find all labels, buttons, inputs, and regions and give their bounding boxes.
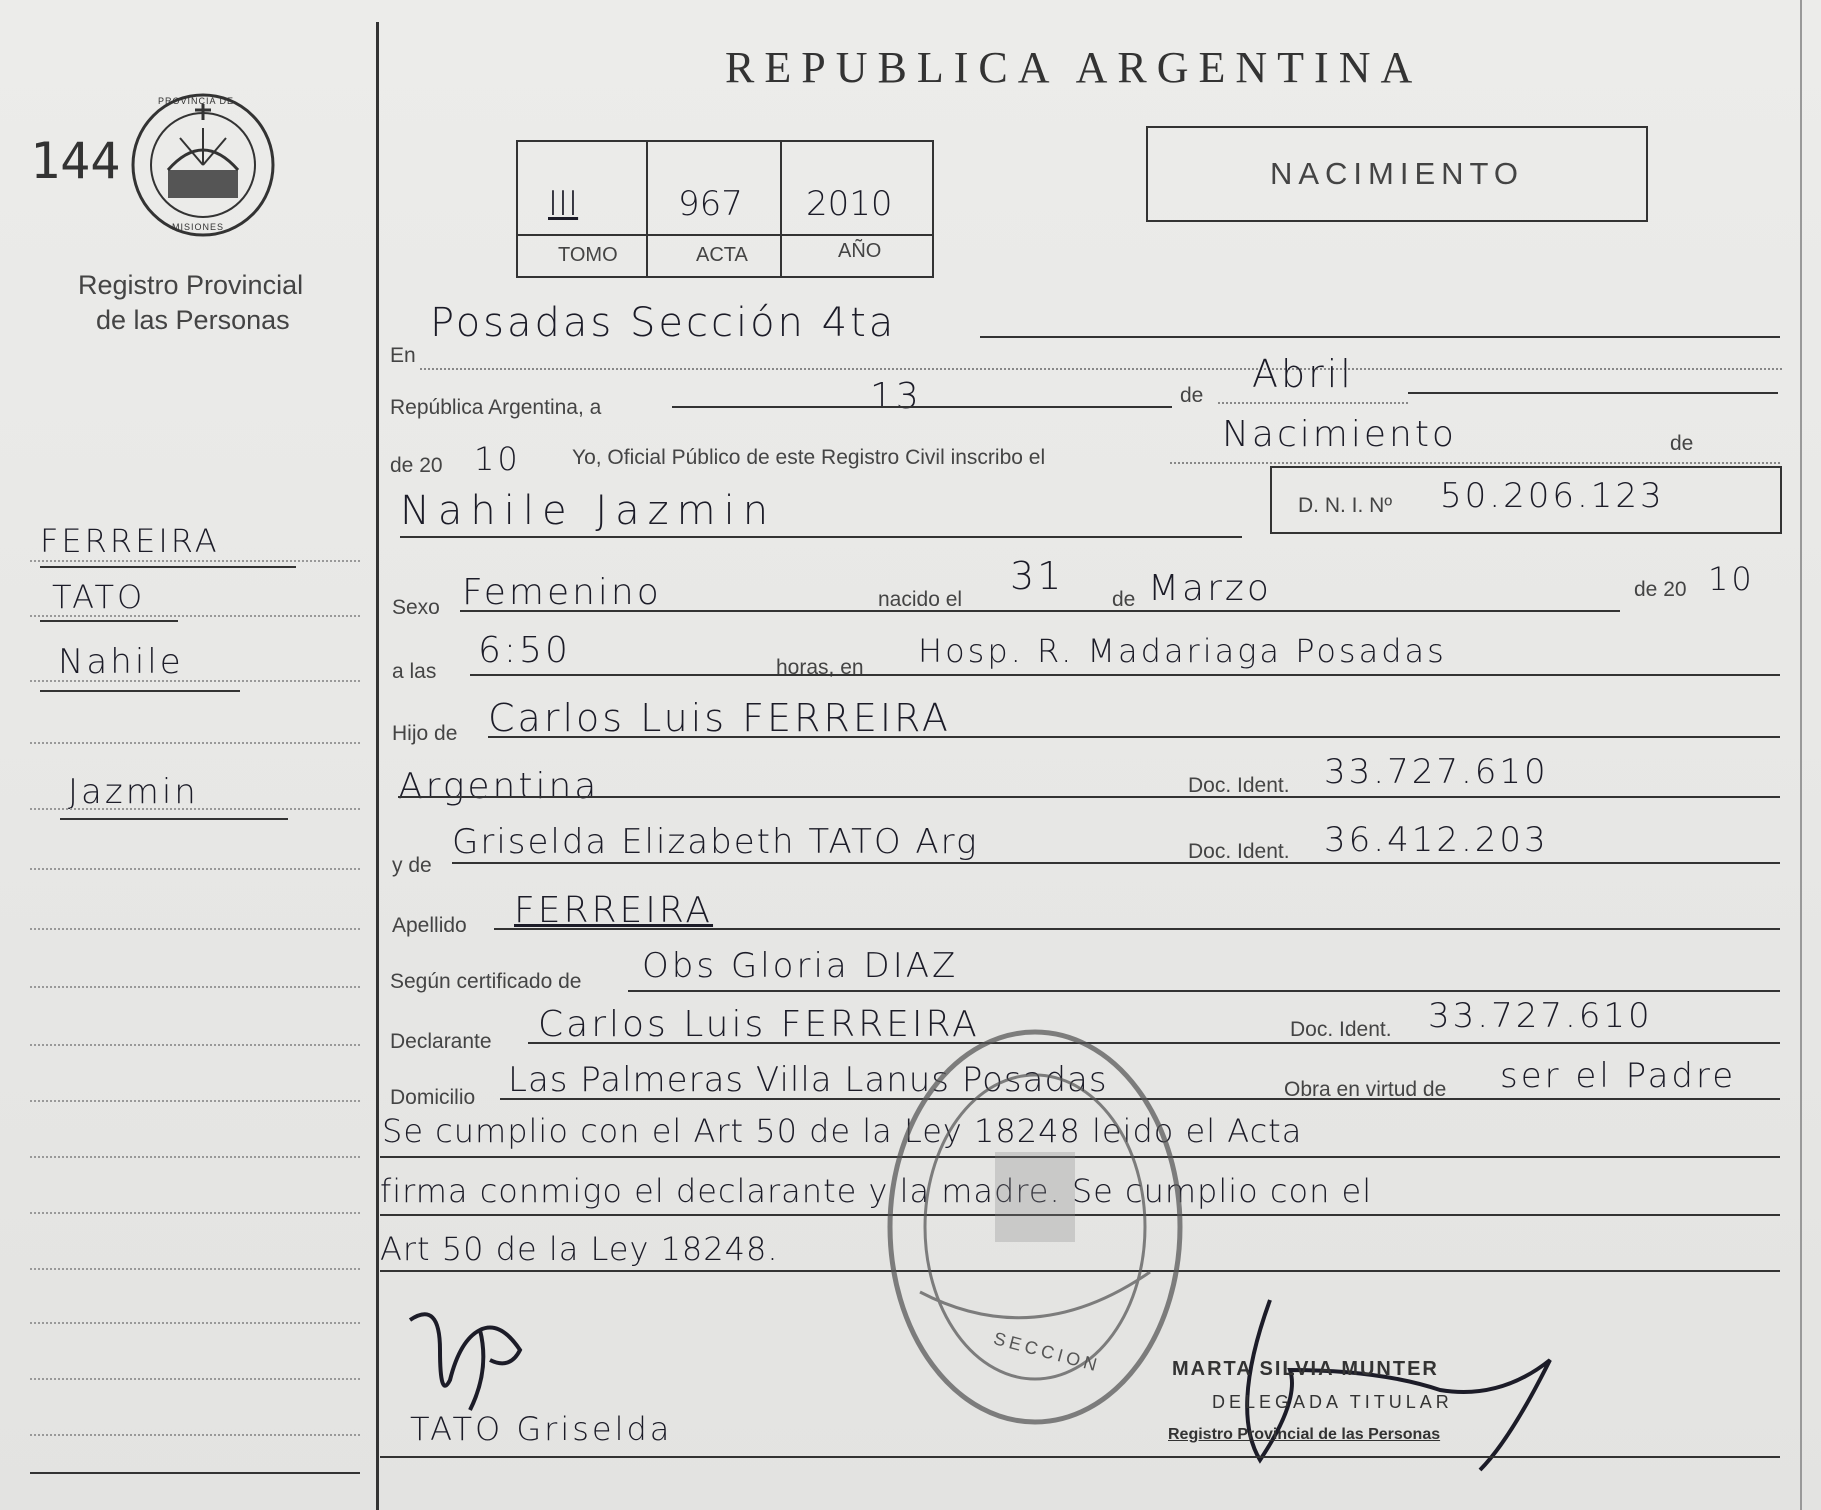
declarante-label: Declarante [390, 1030, 492, 1053]
margin-dotted-line [30, 560, 360, 562]
alas-label: a las [392, 660, 437, 683]
father-doc-value: 33.727.610 [1324, 752, 1549, 792]
en-rule [980, 336, 1780, 338]
official-title: DELEGADA TITULAR [1212, 1392, 1453, 1412]
margin-given-name-1: Nahile [58, 642, 184, 682]
seal-bottom-text: MISIONES [172, 222, 225, 232]
dni-label: D. N. I. Nº [1298, 494, 1393, 517]
notes-line-1: Se cumplio con el Art 50 de la Ley 18248 leido el Acta [382, 1112, 1303, 1150]
sexo-label: Sexo [392, 596, 440, 619]
cert-value: Obs Gloria DIAZ [642, 946, 959, 986]
sexo-rule [460, 610, 1620, 612]
margin-underline-1 [40, 566, 296, 568]
margin-surname-2: TATO [52, 578, 146, 616]
mother-doc-value: 36.412.203 [1324, 820, 1549, 860]
name-rule [400, 536, 1242, 538]
republica-label: República Argentina, a [390, 396, 602, 419]
child-name-value: Nahile Jazmin [400, 488, 777, 534]
doc-label-declarante: Doc. Ident. [1290, 1018, 1392, 1041]
sexo-value: Femenino [462, 572, 662, 613]
declarante-doc-value: 33.727.610 [1428, 996, 1653, 1036]
hijo-rule [488, 736, 1780, 738]
birth-year-value: 10 [1708, 560, 1755, 598]
left-column-border [376, 22, 379, 1510]
right-page-edge [1800, 0, 1802, 1510]
anio-label: AÑO [838, 240, 882, 262]
tomo-value: III [548, 184, 579, 224]
year-dots [1170, 462, 1780, 464]
record-type: NACIMIENTO [1269, 156, 1525, 191]
margin-dotted-line [30, 1378, 360, 1380]
republica-dots [1218, 402, 1408, 404]
alas-rule [470, 674, 1780, 676]
official-office: Registro Provincial de las Personas [1168, 1426, 1441, 1443]
obra-label: Obra en virtud de [1284, 1078, 1447, 1101]
margin-dotted-line [30, 1212, 360, 1214]
margin-dotted-line [30, 986, 360, 988]
margin-surname-1: FERREIRA [40, 522, 220, 560]
en-line [420, 368, 1782, 370]
mother-signature-name: TATO Griselda [410, 1410, 673, 1448]
cert-rule [628, 990, 1780, 992]
argentina-rule [398, 796, 1780, 798]
time-value: 6:50 [478, 630, 571, 671]
oficial-text: Yo, Oficial Público de este Registro Civil inscribo el [572, 446, 1046, 469]
margin-dotted-line [30, 1434, 360, 1436]
yde-rule [452, 862, 1780, 864]
doc-label-mother: Doc. Ident. [1188, 840, 1290, 863]
month-value: Abril [1252, 352, 1354, 396]
tomo-label: TOMO [558, 244, 618, 266]
domicilio-value: Las Palmeras Villa Lanus Posadas [508, 1060, 1108, 1100]
birth-month-value: Marzo [1148, 568, 1272, 609]
signature-official [1180, 1290, 1600, 1490]
birth-day-value: 31 [1010, 554, 1065, 598]
margin-underline-4 [60, 818, 288, 820]
margin-dotted-line [30, 1156, 360, 1158]
horas-label: horas, en [776, 656, 864, 679]
signature-declarante [400, 1290, 540, 1420]
stamp-inner-text: SECCION [991, 1328, 1103, 1376]
dni-value: 50.206.123 [1440, 476, 1665, 516]
obra-value: ser el Padre [1500, 1056, 1737, 1096]
apellido-value: FERREIRA [514, 890, 714, 931]
de-label: de [1180, 384, 1204, 407]
margin-dotted-line [30, 742, 360, 744]
margin-underline-3 [40, 690, 240, 692]
year-value: 10 [474, 440, 521, 478]
dni-box [1270, 466, 1782, 534]
hijo-label: Hijo de [392, 722, 458, 745]
bottom-rule [380, 1456, 1780, 1458]
notes-line-3: Art 50 de la Ley 18248. [380, 1230, 779, 1268]
record-type-box [1146, 126, 1648, 222]
de-label-2: de [1670, 432, 1694, 455]
apellido-rule [494, 928, 1780, 930]
de20-label: de 20 [1634, 578, 1687, 601]
en-label: En [390, 344, 416, 367]
official-stamp [880, 1022, 1190, 1432]
seal-top-text: PROVINCIA DE [158, 96, 235, 106]
declarante-value: Carlos Luis FERREIRA [538, 1004, 980, 1045]
acta-value: 967 [678, 184, 743, 224]
father-name-value: Carlos Luis FERREIRA [488, 696, 951, 740]
registry-name-line1: Registro Provincial [78, 270, 304, 300]
margin-dotted-line [30, 1322, 360, 1324]
inscribo-value: Nacimiento [1222, 414, 1457, 455]
yde-label: y de [392, 854, 432, 877]
margin-dotted-line [30, 928, 360, 930]
margin-dotted-line [30, 1044, 360, 1046]
margin-dotted-line [30, 1100, 360, 1102]
birthplace-value: Hosp. R. Madariaga Posadas [918, 632, 1447, 670]
margin-dotted-line [30, 1268, 360, 1270]
registry-name-line2: de las Personas [96, 305, 290, 335]
registry-number: 144 [30, 132, 121, 190]
cert-label: Según certificado de [390, 970, 582, 993]
margin-bottom-rule [30, 1472, 360, 1474]
father-nationality-value: Argentina [398, 766, 600, 807]
record-table [516, 140, 934, 278]
mother-name-value: Griselda Elizabeth TATO Arg [452, 822, 979, 862]
apellido-label: Apellido [392, 914, 467, 937]
day-value: 13 [870, 376, 922, 417]
notes-line-2: firma conmigo el declarante y la madre. Se cumplio con el [380, 1172, 1373, 1210]
place-section-value: Posadas Sección 4ta [430, 300, 897, 346]
anio-value: 2010 [806, 184, 893, 224]
margin-given-name-2: Jazmin [68, 772, 199, 812]
official-name: MARTA SILVIA MUNTER [1172, 1358, 1439, 1380]
document-title: REPUBLICA ARGENTINA [725, 43, 1423, 92]
margin-dotted-line [30, 868, 360, 870]
domicilio-label: Domicilio [390, 1086, 476, 1109]
nacido-label: nacido el [878, 588, 963, 611]
margin-dotted-line [30, 808, 360, 810]
acta-label: ACTA [696, 244, 748, 266]
doc-label-father: Doc. Ident. [1188, 774, 1290, 797]
margin-dotted-line [30, 680, 360, 682]
republica-rule [672, 406, 1172, 408]
de-label-3: de [1112, 588, 1136, 611]
year-prefix-label: de 20 [390, 454, 443, 477]
margin-underline-2 [40, 620, 178, 622]
republica-rule-2 [1408, 392, 1778, 394]
misiones-seal-icon [128, 90, 278, 240]
margin-dotted-line [30, 615, 360, 617]
